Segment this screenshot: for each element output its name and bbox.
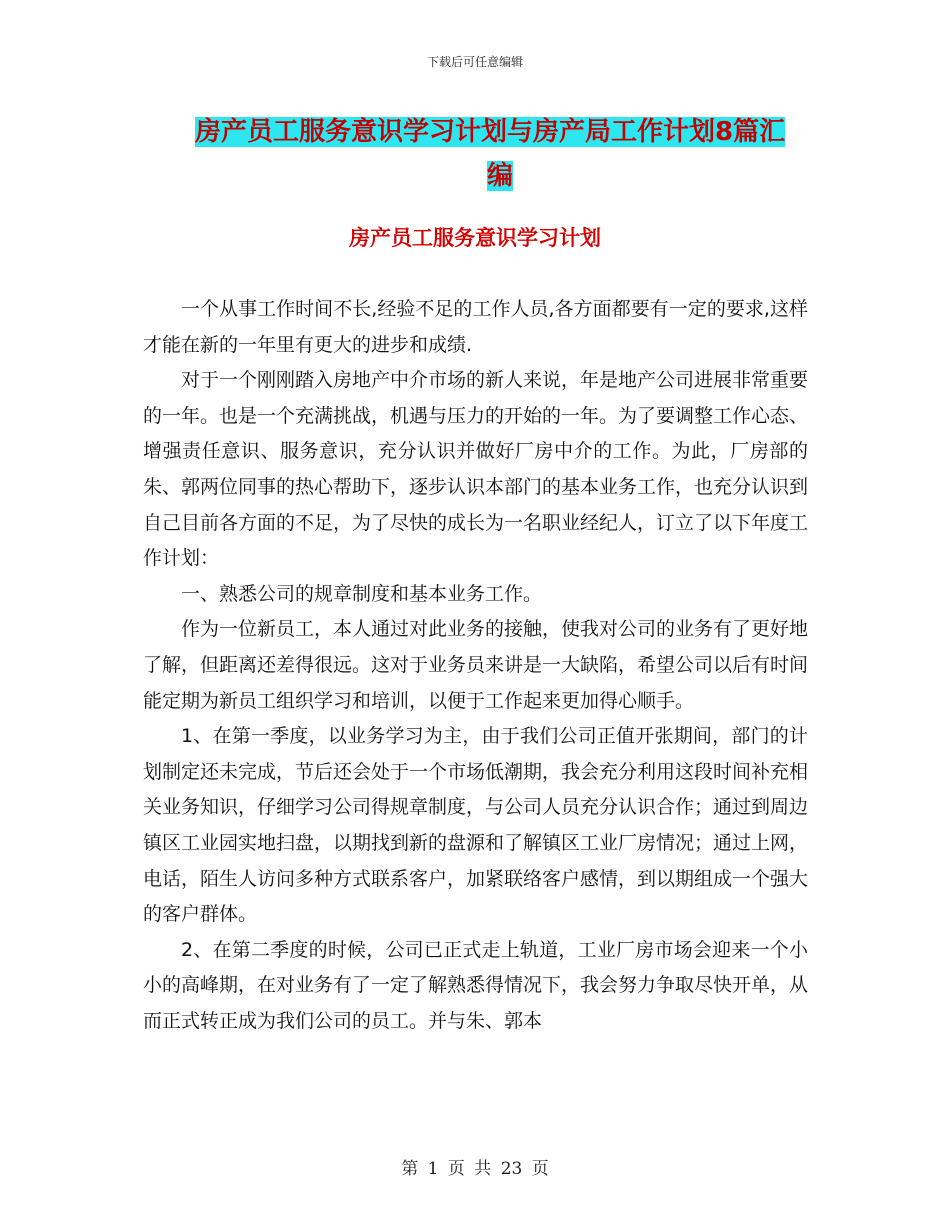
paragraph: 一个从事工作时间不长,经验不足的工作人员,各方面都要有一定的要求,这样才能在新的一年里有更大的进步和成绩. [143,298,808,356]
page-header-note: 下载后可任意编辑 [426,55,523,69]
paragraph: 2、在第二季度的时候，公司已正式走上轨道，工业厂房市场会迎来一个小小的高峰期，在对业务有了一定了解熟悉得情况下，我会努力争取尽快开单，从而正式转正成为我们公司的员工。并与朱、郭本 [143,938,809,1032]
paragraph: 对于一个刚刚踏入房地产中介市场的新人来说，年是地产公司进展非常重要的一年。也是一个充满挑战，机遇与压力的开始的一年。为了要调整工作心态、增强责任意识、服务意识，充分认识并做好厂房中介的工作。为此，厂房部的朱、郭两位同事的热心帮助下，逐步认识本部门的基本业务工作，也充分认识到自己目前各方面的不足，为了尽快的成长为一名职业经纪人，订立了以下年度工作计划： [143,369,809,570]
paragraph: 一、熟悉公司的规章制度和基本业务工作。 [181,582,543,605]
paragraph: 1、在第一季度，以业务学习为主，由于我们公司正值开张期间，部门的计划制定还未完成，节后还会处于一个市场低潮期，我会充分利用这段时间补充相关业务知识，仔细学习公司得规章制度，与公司人员充分认识合作；通过到周边镇区工业园实地扫盘，以期找到新的盘源和了解镇区工业厂房情况；通过上网，电话，陌生人访问多种方式联系客户，加紧联络客户感情，到以期组成一个强大的客户群体。 [143,725,809,926]
document-title-line-2: 编 [486,161,513,191]
section-title: 房产员工服务意识学习计划 [349,226,601,250]
document-title [195,110,805,198]
document-body [143,292,808,1039]
paragraph: 作为一位新员工，本人通过对此业务的接触，使我对公司的业务有了更好地了解，但距离还差得很远。这对于业务员来讲是一大缺陷，希望公司以后有时间能定期为新员工组织学习和培训，以便于工作起来更加得心顺手。 [143,618,809,712]
page-number-footer: 第 1 页 共 23 页 [401,1159,549,1179]
document-title-line-1: 房产员工服务意识学习计划与房产局工作计划8篇汇 [195,117,786,147]
